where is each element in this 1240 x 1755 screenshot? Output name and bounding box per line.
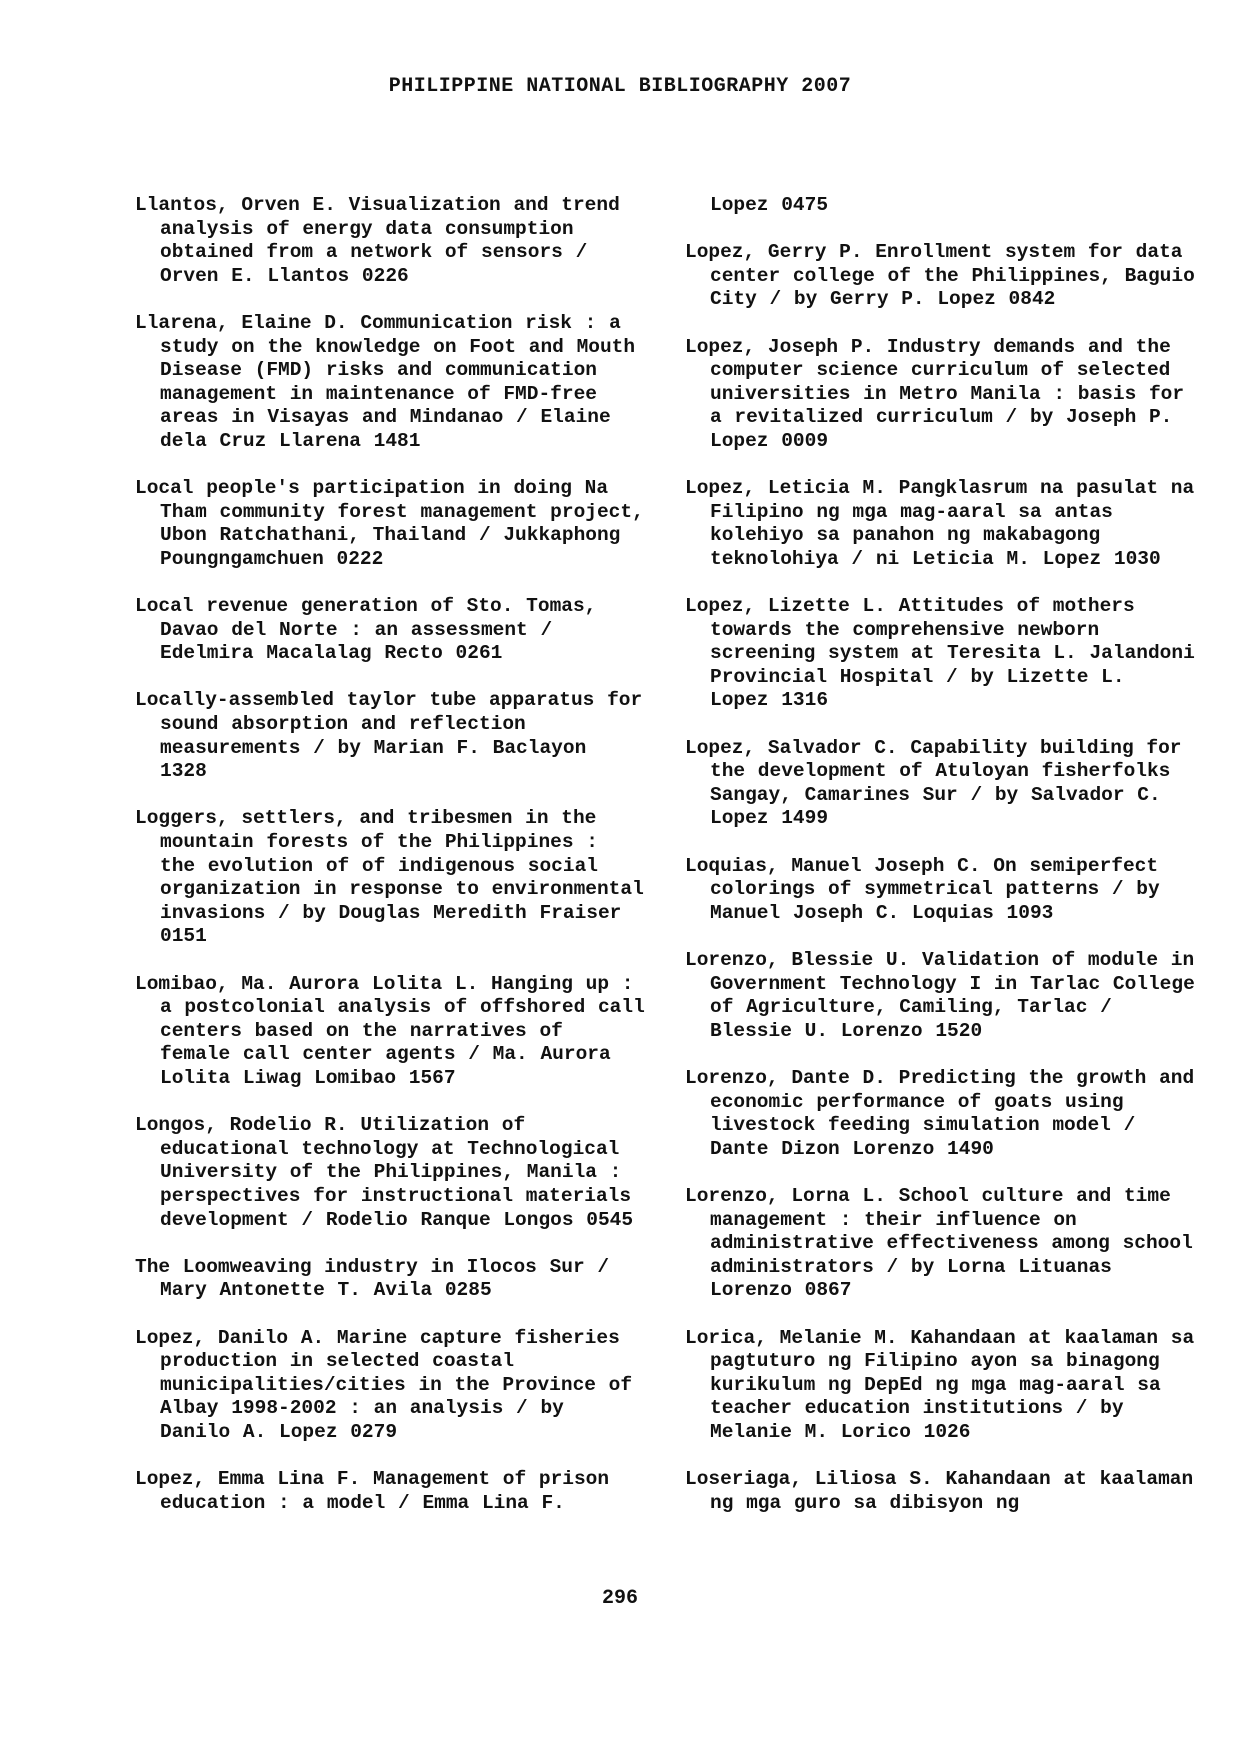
bibliography-entry: Lomibao, Ma. Aurora Lolita L. Hanging up : a postcolonial analysis of offshored call centers based on the narratives of female call center agents / Ma. Aurora Lolita Liwag Lomibao 1567 xyxy=(135,972,645,1089)
bibliography-entry: Local revenue generation of Sto. Tomas, Davao del Norte : an assessment / Edelmira Macalalag Recto 0261 xyxy=(135,595,597,665)
bibliography-entry: The Loomweaving industry in Ilocos Sur / Mary Antonette T. Avila 0285 xyxy=(135,1255,610,1302)
page-number: 296 xyxy=(601,1587,638,1610)
page-header: PHILIPPINE NATIONAL BIBLIOGRAPHY 2007 xyxy=(388,75,852,98)
bibliography-entry: Local people's participation in doing Na Tham community forest management project, Ubon Ratchathani, Thailand / Jukkaphong Poungngamchuen 0222 xyxy=(135,477,644,570)
bibliography-entry: Lopez, Joseph P. Industry demands and the computer science curriculum of selected universities in Metro Manila : basis for a revitalized curriculum / by Joseph P. Lopez 0009 xyxy=(685,335,1185,452)
bibliography-entry-continuation: Lopez 0475 xyxy=(710,194,829,216)
bibliography-entry: Loggers, settlers, and tribesmen in the mountain forests of the Philippines : the evolution of of indigenous social organization in response to environmental invasions / by Douglas Meredith Fraiser 0151 xyxy=(135,807,644,948)
bibliography-entry: Longos, Rodelio R. Utilization of educational technology at Technological University of the Philippines, Manila : perspectives for instructional materials development / Rodelio Ranque Longos 0545 xyxy=(135,1114,634,1231)
bibliography-entry: Locally-assembled taylor tube apparatus for sound absorption and reflection measurements / by Marian F. Baclayon 1328 xyxy=(135,689,643,783)
bibliography-entry: Lopez, Emma Lina F. Management of prison education : a model / Emma Lina F. xyxy=(135,1468,610,1514)
bibliography-entry: Loquias, Manuel Joseph C. On semiperfect colorings of symmetrical patterns / by Manuel Joseph C. Loquias 1093 xyxy=(685,854,1160,924)
bibliography-entry: Lorenzo, Lorna L. School culture and time management : their influence on administrative effectiveness among school administrators / by Lorna Lituanas Lorenzo 0867 xyxy=(685,1184,1193,1302)
bibliography-entry: Lopez, Salvador C. Capability building for the development of Atuloyan fisherfolks Sangay, Camarines Sur / by Salvador C. Lopez 1499 xyxy=(685,736,1182,830)
right-column xyxy=(685,194,1195,1539)
bibliography-entry: Lopez, Danilo A. Marine capture fisheries production in selected coastal municipalities/cities in the Province of Albay 1998-2002 : an analysis / by Danilo A. Lopez 0279 xyxy=(135,1326,633,1443)
bibliography-entry: Lopez, Gerry P. Enrollment system for data center college of the Philippines, Baguio City / by Gerry P. Lopez 0842 xyxy=(685,241,1195,311)
bibliography-entry: Loseriaga, Liliosa S. Kahandaan at kaalaman ng mga guro sa dibisyon ng xyxy=(685,1468,1194,1514)
bibliography-entry: Lopez, Lizette L. Attitudes of mothers towards the comprehensive newborn screening system at Teresita L. Jalandoni Provincial Hospital / by Lizette L. Lopez 1316 xyxy=(685,595,1195,712)
bibliography-entry: Llarena, Elaine D. Communication risk : a study on the knowledge on Foot and Mouth Disease (FMD) risks and communication management in maintenance of FMD-free areas in Visayas and Mindanao / Elaine dela Cruz Llarena 1481 xyxy=(135,311,636,452)
bibliography-entry: Lorica, Melanie M. Kahandaan at kaalaman sa pagtuturo ng Filipino ayon sa binagong kurikulum ng DepEd ng mga mag-aaral sa teacher education institutions / by Melanie M. Lorico 1026 xyxy=(685,1326,1195,1443)
bibliography-entry: Lorenzo, Blessie U. Validation of module in Government Technology I in Tarlac College of Agriculture, Camiling, Tarlac / Blessie U. Lorenzo 1520 xyxy=(685,949,1195,1042)
bibliography-entry: Lopez, Leticia M. Pangklasrum na pasulat na Filipino ng mga mag-aaral sa antas kolehiyo sa panahon ng makabagong teknolohiya / ni Leticia M. Lopez 1030 xyxy=(685,477,1195,570)
bibliography-entry: Lorenzo, Dante D. Predicting the growth and economic performance of goats using livestock feeding simulation model / Dante Dizon Lorenzo 1490 xyxy=(685,1066,1195,1160)
bibliography-entry: Llantos, Orven E. Visualization and trend analysis of energy data consumption obtained from a network of sensors / Orven E. Llantos 0226 xyxy=(135,194,620,287)
left-column xyxy=(135,194,645,1539)
